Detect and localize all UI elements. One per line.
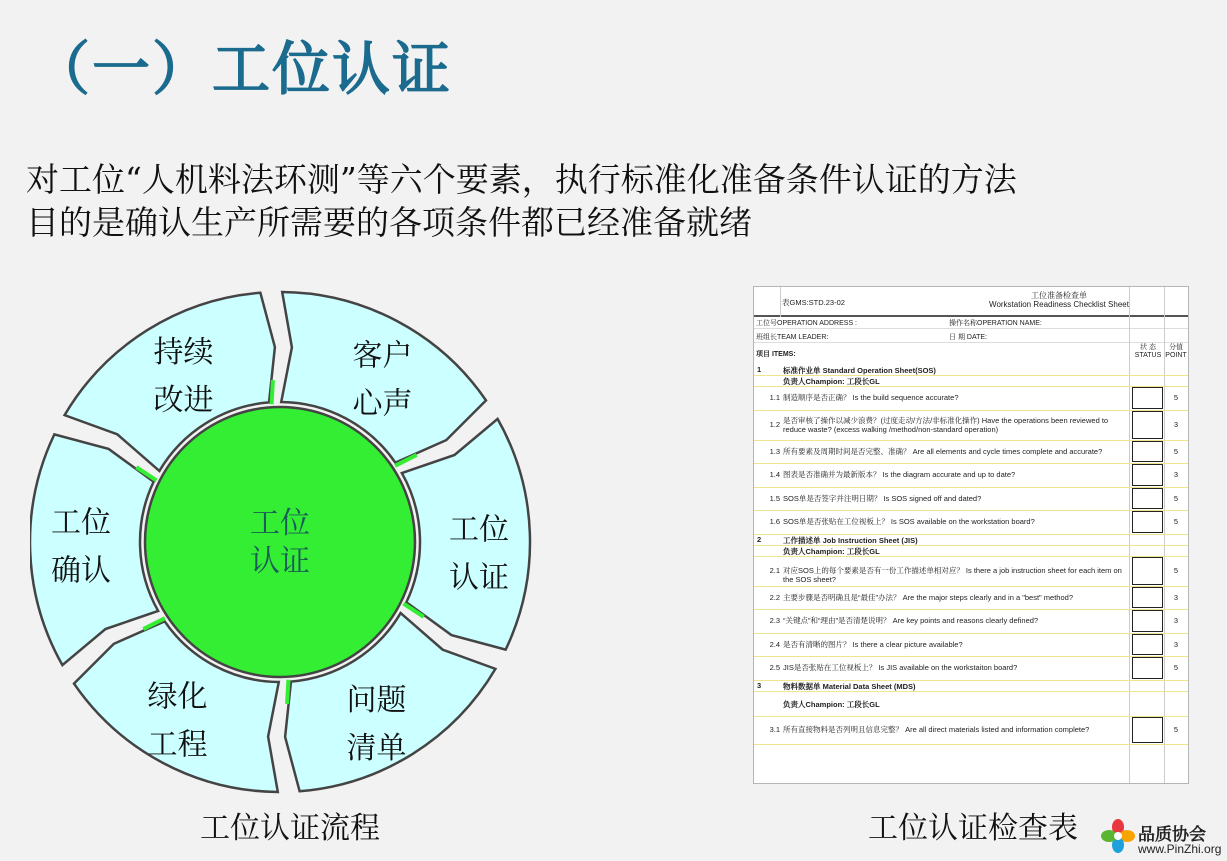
checklist-header	[754, 287, 1188, 317]
status-checkbox[interactable]	[1132, 441, 1163, 463]
item-text: 制造顺序是否正确？ Is the build sequence accurate?	[783, 393, 959, 403]
checklist-champion-row	[754, 691, 1188, 717]
items-label: 项目 ITEMS:	[756, 351, 796, 358]
point-header	[1164, 344, 1188, 360]
item-point: 3	[1173, 470, 1179, 480]
item-point: 5	[1173, 725, 1179, 734]
status-checkbox[interactable]	[1132, 411, 1163, 439]
checklist-item-row	[754, 410, 1188, 441]
checklist-item-row	[754, 556, 1188, 587]
item-point: 5	[1173, 517, 1179, 527]
segment-label-2: 心声	[352, 386, 413, 422]
status-checkbox[interactable]	[1132, 464, 1163, 486]
status-checkbox[interactable]	[1132, 557, 1163, 585]
item-point: 5	[1173, 566, 1179, 575]
segment-label-1: 绿化	[147, 679, 208, 715]
section-title: 物料数据单 Material Data Sheet (MDS)	[783, 681, 916, 691]
item-text: “关键点”和“理由”是否清楚说明？ Are key points and reasons clearly defined?	[783, 616, 1039, 626]
intro-line-1: 对工位“人机料法环测”等六个要素，执行标准化准备条件认证的方法	[26, 160, 1017, 199]
item-number: 1.5	[769, 493, 780, 503]
item-number: 2.4	[769, 639, 780, 649]
item-point: 3	[1173, 592, 1179, 602]
segment-connector	[272, 380, 273, 404]
segment-label-2: 工程	[147, 727, 208, 763]
intro-text	[26, 158, 1221, 244]
checklist-caption: 工位认证检查表	[868, 811, 1078, 846]
segment-label-1: 客户	[352, 338, 413, 374]
item-point: 3	[1173, 616, 1179, 626]
status-checkbox[interactable]	[1132, 610, 1163, 632]
logo-text-en: www.PinZhi.org	[1138, 842, 1222, 856]
status-checkbox[interactable]	[1132, 387, 1163, 409]
logo-text-cn: 品质协会	[1138, 825, 1206, 845]
segment-label-1: 工位	[51, 505, 112, 541]
item-point: 5	[1173, 663, 1179, 673]
checklist-item-row	[754, 656, 1188, 681]
item-point: 5	[1173, 493, 1179, 503]
intro-line-2: 目的是确认生产所需要的各项条件都已经准备就绪	[26, 203, 752, 242]
checklist-item-row	[754, 716, 1188, 745]
point-header-en: POINT	[1165, 352, 1187, 359]
item-text: 主要步骤是否明确且是“最佳”办法？ Are the major steps clearly and in a "best" method?	[783, 592, 1073, 602]
section-number: 1	[757, 365, 762, 374]
item-number: 2.3	[769, 616, 780, 626]
status-checkbox[interactable]	[1132, 717, 1163, 743]
item-number: 1.2	[769, 420, 780, 429]
section-title: 标准作业单 Standard Operation Sheet(SOS)	[783, 366, 936, 375]
diagram-caption: 工位认证流程	[200, 811, 380, 846]
team-leader-label: 班组长TEAM LEADER:	[756, 334, 829, 341]
item-text: SOS单是否签字并注明日期？ Is SOS signed off and dated?	[783, 493, 982, 503]
status-checkbox[interactable]	[1132, 634, 1163, 656]
checklist-title-en: Workstation Readiness Checklist Sheet	[989, 300, 1129, 309]
champion-text: 负责人Champion: 工段长GL	[783, 546, 880, 556]
status-header	[1130, 344, 1166, 360]
section-number: 2	[757, 534, 762, 544]
point-header-cn: 分值	[1169, 344, 1183, 351]
operation-address-label: 工位号OPERATION ADDRESS :	[756, 320, 857, 327]
status-checkbox[interactable]	[1132, 488, 1163, 510]
center-circle	[145, 407, 415, 677]
segment-label-1: 持续	[153, 334, 214, 370]
date-label: 日 期 DATE:	[949, 334, 987, 341]
champion-text: 负责人Champion: 工段长GL	[783, 377, 880, 386]
item-point: 5	[1173, 446, 1179, 456]
checklist-item-row	[754, 586, 1188, 611]
certification-cycle-diagram	[30, 278, 570, 794]
item-point: 3	[1173, 420, 1179, 429]
item-text: 是否审核了操作以减少浪费？(过度走动/方法/非标准化操作) Have the operations been reviewed to reduce waste? (excess walking /method/non-standard operation)	[783, 415, 1109, 434]
segment-label-2: 认证	[448, 560, 509, 596]
segment-label-2: 清单	[346, 731, 407, 767]
item-number: 2.1	[769, 566, 780, 575]
item-number: 1.6	[769, 517, 780, 527]
checklist-sheet	[753, 286, 1189, 784]
status-header-cn: 状 态	[1140, 344, 1156, 351]
checklist-item-row	[754, 633, 1188, 658]
item-text: 图表是否准确并为最新版本？ Is the diagram accurate and up to date?	[783, 470, 1016, 480]
item-text: 所有要素及周期时间是否完整、准确？ Are all elements and cycle times complete and accurate?	[783, 446, 1103, 456]
item-text: SOS单是否张贴在工位视板上？ Is SOS available on the workstation board?	[783, 517, 1035, 527]
segment-connector	[287, 680, 288, 704]
segment-label-1: 问题	[346, 683, 407, 719]
item-number: 1.3	[769, 446, 780, 456]
center-label-line-2: 认证	[250, 544, 310, 579]
center-label-line-1: 工位	[250, 506, 310, 541]
section-number: 3	[757, 680, 762, 690]
checklist-item-row	[754, 487, 1188, 512]
checklist-item-row	[754, 510, 1188, 535]
item-number: 1.1	[769, 393, 780, 403]
item-text: JIS是否张贴在工位视板上？ Is JIS available on the workstaiton board?	[783, 663, 1018, 673]
segment-label-2: 改进	[153, 382, 214, 418]
form-code: 表GMS:STD.23-02	[782, 298, 845, 307]
checklist-item-row	[754, 386, 1188, 411]
item-text: 所有直接物料是否列明且信息完整？ Are all direct materials listed and information complete?	[783, 725, 1090, 734]
item-text: 对应SOS上的每个要素是否有一份工作描述单相对应？ Is there a job instruction sheet for each item on the SOS sheet?	[783, 566, 1122, 584]
item-text: 是否有清晰的图片？ Is there a clear picture available?	[783, 639, 963, 649]
checklist-item-row	[754, 440, 1188, 465]
operation-name-label: 操作名称OPERATION NAME:	[949, 320, 1042, 327]
page-title: （一）工位认证	[32, 35, 453, 103]
status-header-en: STATUS	[1134, 352, 1162, 359]
checklist-item-row	[754, 463, 1188, 488]
item-number: 2.5	[769, 663, 780, 673]
checklist-title-cn: 工位准备检查单	[1031, 291, 1087, 300]
segment-label-1: 工位	[448, 512, 509, 548]
item-point: 3	[1173, 639, 1179, 649]
pinzhi-logo	[1100, 818, 1225, 858]
status-checkbox[interactable]	[1132, 587, 1163, 609]
section-title: 工作描述单 Job Instruction Sheet (JIS)	[783, 535, 918, 545]
item-number: 2.2	[769, 592, 780, 602]
status-checkbox[interactable]	[1132, 511, 1163, 533]
checklist-item-row	[754, 609, 1188, 634]
item-number: 3.1	[769, 725, 780, 734]
status-checkbox[interactable]	[1132, 657, 1163, 679]
flower-logo-icon	[1100, 818, 1136, 854]
item-point: 5	[1173, 393, 1179, 403]
item-number: 1.4	[769, 470, 780, 480]
segment-label-2: 确认	[51, 553, 112, 589]
champion-text: 负责人Champion: 工段长GL	[783, 699, 880, 709]
